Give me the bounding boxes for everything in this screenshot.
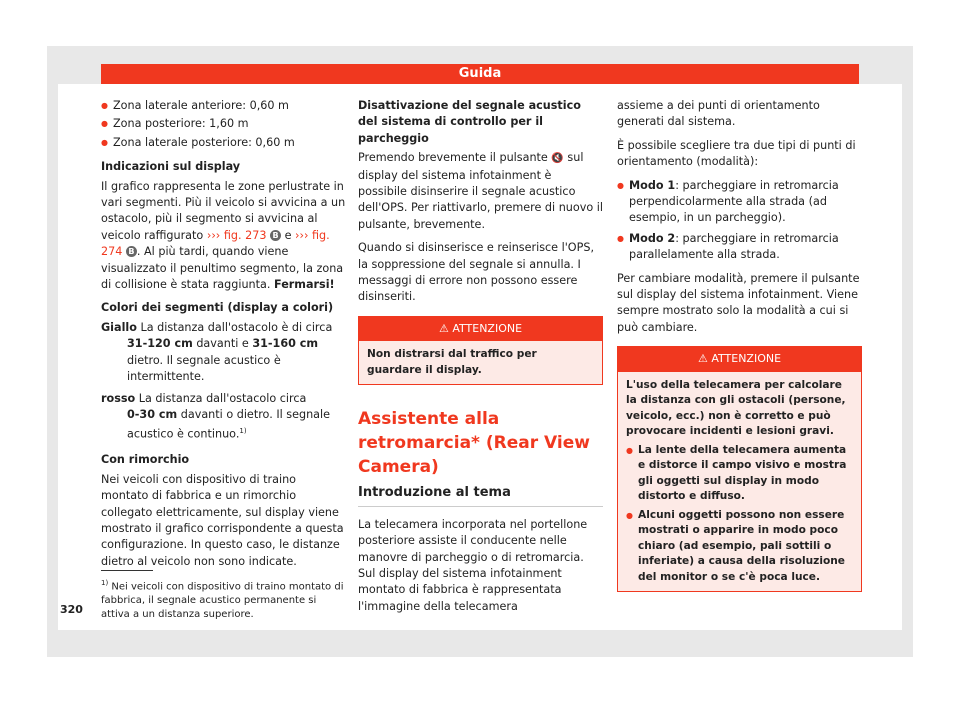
heading-trailer: Con rimorchio — [101, 453, 190, 467]
paragraph: È possibile scegliere tra due tipi di punti di orientamento (modalità): — [617, 138, 856, 169]
figure-link[interactable]: ››› fig. 274 — [101, 228, 330, 259]
paragraph: Quando si disinserisce e reinserisce l'OPS, la soppressione del segnale si annulla. I messaggi di errore non possono essere disinseriti. — [358, 241, 595, 304]
warning-triangle-icon: ⚠ — [697, 352, 708, 366]
list-item: ● Zona laterale anteriore: 0,60 m — [101, 98, 346, 114]
list-item: ● Zona laterale posteriore: 0,60 m — [101, 135, 346, 151]
heading-display-indications: Indicazioni sul display — [101, 160, 241, 174]
warning-bullet: ● Alcuni oggetti possono non essere mostrati o apparire in modo poco chiaro (ad esempio, pali sottili o inferiate) a causa della risoluzione del monitor o se c'è poca luce. — [626, 508, 853, 586]
warning-triangle-icon: ⚠ — [438, 321, 449, 335]
section-title: Assistente alla retromarcia* (Rear View Camera) — [358, 409, 590, 478]
badge-b: B — [126, 246, 137, 257]
list-item-mode-2: ● Modo 2: parcheggiare in retromarcia parallelamente alla strada. — [617, 231, 862, 264]
page-number: 320 — [60, 603, 83, 616]
figure-link[interactable]: ››› fig. 273 — [206, 228, 267, 242]
heading-disable-signal: Disattivazione del segnale acustico del sistema di controllo per il parcheggio — [358, 99, 581, 145]
footnote: $^{1)}$ Nei veicoli con dispositivo di traino montato di fabbrica, il segnale acustico permanente si attiva a un distanza superiore. — [101, 579, 344, 621]
column-3 — [617, 98, 862, 604]
warning-content — [618, 372, 861, 592]
warning-box — [358, 316, 603, 385]
paragraph: Per cambiare modalità, premere il pulsante sul display del sistema infotainment. Viene sempre mostrato solo la modalità a cui si può cambiare. — [617, 271, 860, 334]
definition-red: rosso La distanza dall'ostacolo circa 0-30 cm davanti o dietro. Il segnale acustico è continuo.$^{1)}$ — [101, 391, 331, 442]
warning-box — [617, 346, 862, 592]
badge-b: B — [270, 230, 281, 241]
heading-segment-colors: Colori dei segmenti (display a colori) — [101, 301, 334, 315]
column-1 — [101, 98, 346, 577]
speaker-mute-icon: 🔇 — [551, 153, 564, 165]
subsection-title: Introduzione al tema — [358, 485, 603, 506]
definition-yellow: Giallo La distanza dall'ostacolo è di circa 31-120 cm davanti e 31-160 cm dietro. Il segnale acustico è intermittente. — [101, 320, 333, 384]
column-2 — [358, 98, 603, 622]
paragraph: Premendo brevemente il pulsante 🔇 sul display del sistema infotainment è possibile disinserire il segnale acustico dell'OPS. Per riattivarlo, premere di nuovo il pulsante, brevemente. — [358, 151, 603, 231]
list-item-mode-1: ● Modo 1: parcheggiare in retromarcia perpendicolarmente alla strada (ad esempio, in un parcheggio). — [617, 178, 862, 227]
section-header: Guida — [101, 64, 859, 84]
warning-bullet: ● La lente della telecamera aumenta e distorce il campo visivo e mostra gli oggetti sul display in modo distorto e diffuso. — [626, 443, 853, 505]
warning-header: ⚠ ATTENZIONE — [359, 317, 602, 341]
paragraph: La telecamera incorporata nel portellone posteriore assiste il conducente nelle manovre di parcheggio o di retromarcia. Sul display del sistema infotainment montato di fabbrica è rappresentata l'immagine della telecamera — [358, 517, 588, 613]
warning-header: ⚠ ATTENZIONE — [618, 347, 861, 371]
warning-text: Non distrarsi dal traffico per guardare il display. — [359, 341, 602, 384]
list-item: ● Zona posteriore: 1,60 m — [101, 116, 346, 132]
paragraph: Il grafico rappresenta le zone perlustrate in vari segmenti. Più il veicolo si avvicina a un ostacolo, più il segmento si avvicina al veicolo raffigurato ››› fig. 273 B e ››› fig. 274 B . Al più tardi, quando viene visualizzato il penultimo segmento, la zona di collisione è stata raggiunta. Fermarsi! — [101, 179, 346, 292]
warning-text: L'uso della telecamera per calcolare la distanza con gli ostacoli (persone, veicolo, ecc.) non è corretto e può provocare incidenti e lesioni gravi. — [626, 378, 846, 438]
paragraph: assieme a dei punti di orientamento generati dal sistema. — [617, 99, 820, 129]
footnote-divider — [101, 570, 153, 571]
paragraph: Nei veicoli con dispositivo di traino montato di fabbrica e un rimorchio collegato elettricamente, sul display viene mostrato il grafico corrispondente a questa configurazione. In questo caso, le distanze dietro al veicolo non sono indicate. — [101, 472, 344, 568]
